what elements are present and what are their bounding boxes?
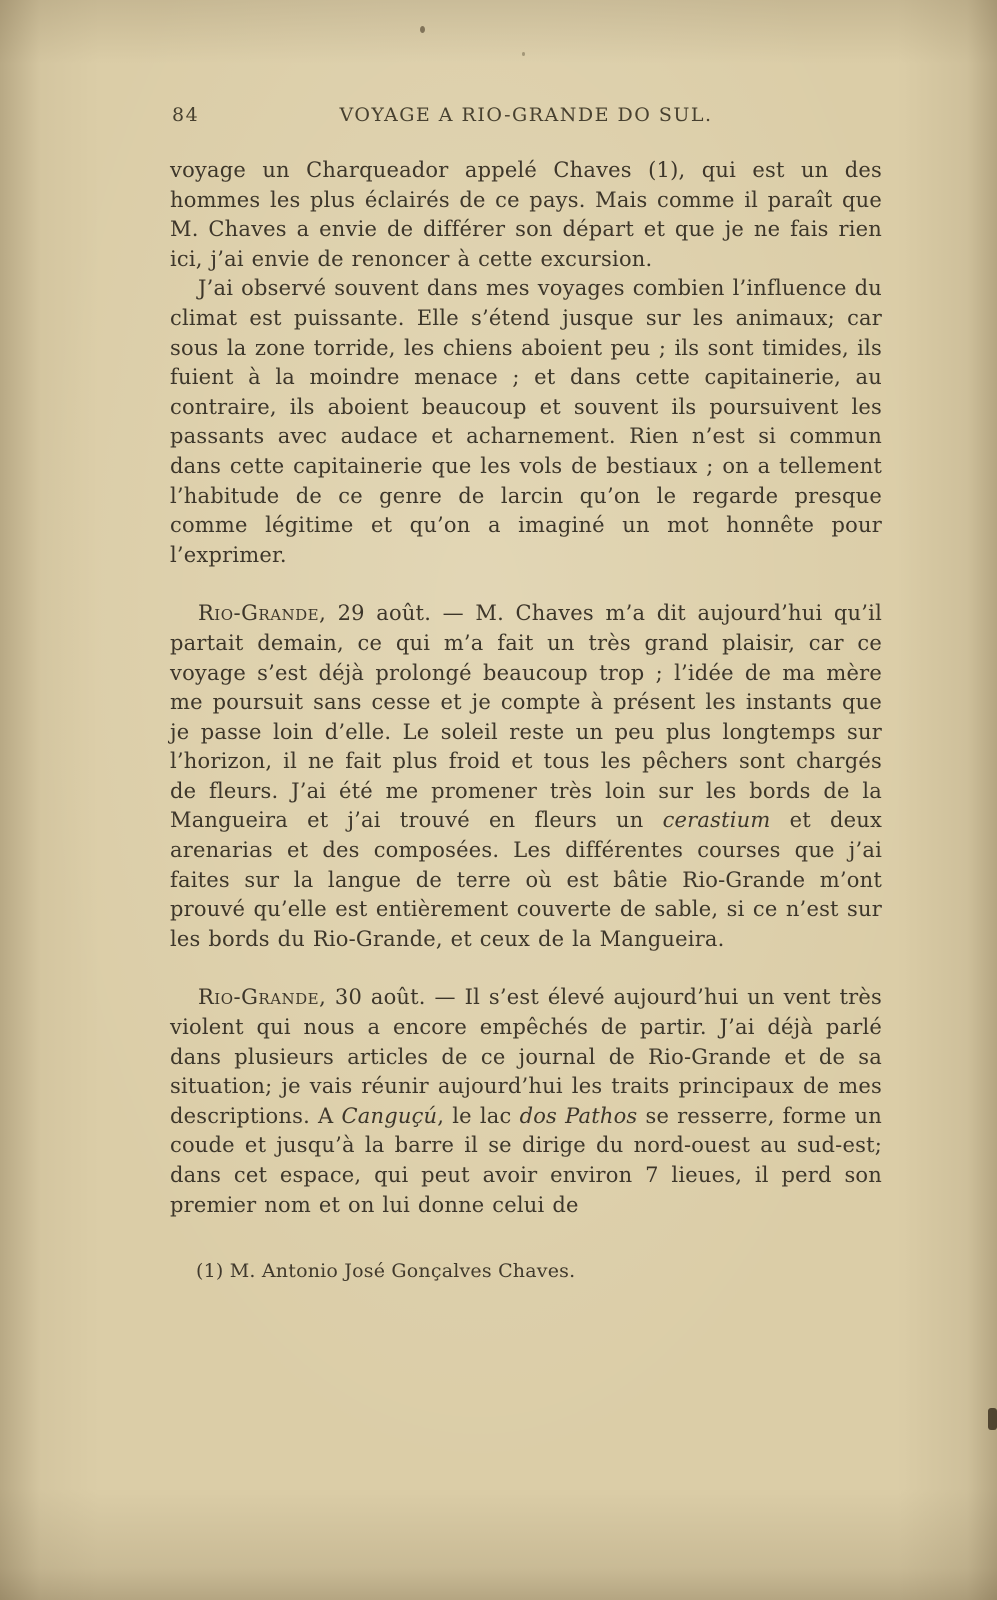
page-number: 84 xyxy=(172,104,200,126)
text-run: , 29 août. — M. Chaves m’a dit aujourd’hui qu’il partait demain, ce qui m’a fait un très grand plaisir, car ce voyage s’est déjà prolongé beaucoup trop ; l’idée de ma mère me poursuit sans cesse et je compte à présent les instants que je passe loin d’elle. Le soleil reste un peu plus longtemps sur l’horizon, il ne fait plus froid et tous les pêchers sont chargés de fleurs. J’ai été me promener très loin sur les bords de la Mangueira et j’ai trouvé en fleurs un xyxy=(170,601,882,833)
text-run: se resserre, forme un coude et jusqu’à la barre il se dirige du nord-ouest au sud-est; dans cet espace, qui peut avoir environ 7 lieues, il perd son premier nom et on lui donne celui de xyxy=(170,1103,882,1217)
entry-dateline: Rio-Grande xyxy=(198,601,320,626)
text-run: voyage un Charqueador appelé Chaves (1), qui est un des hommes les plus éclairés de ce pays. Mais comme il paraît que M. Chaves a envie de différer son départ et que je ne fais rien ici, j’ai envie de renoncer à cette excursion. xyxy=(170,158,882,271)
paragraph xyxy=(170,274,882,570)
text-run: , le lac xyxy=(437,1103,520,1128)
text-block xyxy=(170,104,882,1282)
running-header xyxy=(170,104,882,130)
footnote: (1) M. Antonio José Gonçalves Chaves. xyxy=(196,1260,576,1283)
paragraph xyxy=(170,983,882,1220)
text-run: , 30 août. — Il s’est élevé aujourd’hui un vent très violent qui nous a encore empêchés de partir. J’ai déjà parlé dans plusieurs articles de ce journal de Rio-Grande et de sa situation; je vais réunir aujourd’hui les traits principaux de mes descriptions. A xyxy=(170,985,882,1128)
page-edge-mark xyxy=(988,1408,997,1430)
body-text xyxy=(170,156,882,1220)
text-run: J’ai observé souvent dans mes voyages combien l’influence du climat est puissante. Elle s’étend jusque sur les animaux; car sous la zone torride, les chiens aboient peu ; ils sont timides, ils fuient à la moindre menace ; et dans cette capitainerie, au contraire, ils aboient beaucoup et souvent ils poursuivent les passants avec audace et acharnement. Rien n’est si commun dans cette capitainerie que les vols de bestiaux ; on a tellement l’habitude de ce genre de larcin qu’on le regarde presque comme légitime et qu’on a imaginé un mot honnête pour l’exprimer. xyxy=(170,276,882,567)
text-run: et deux arenarias et des composées. Les différentes courses que j’ai faites sur la langue de terre où est bâtie Rio-Grande m’ont prouvé qu’elle est entièrement couverte de sable, si ce n’est sur les bords du Rio-Grande, et ceux de la Mangueira. xyxy=(170,808,882,951)
ink-spot xyxy=(522,52,525,56)
text-run: dos Pathos xyxy=(519,1103,638,1128)
running-header-title: VOYAGE A RIO-GRANDE DO SUL. xyxy=(339,104,713,126)
ink-spot xyxy=(420,26,425,33)
entry-dateline: Rio-Grande xyxy=(198,985,320,1010)
paragraph xyxy=(170,156,882,274)
text-run: cerastium xyxy=(662,808,771,833)
paragraph xyxy=(170,599,882,954)
text-run: Canguçú xyxy=(341,1103,438,1128)
